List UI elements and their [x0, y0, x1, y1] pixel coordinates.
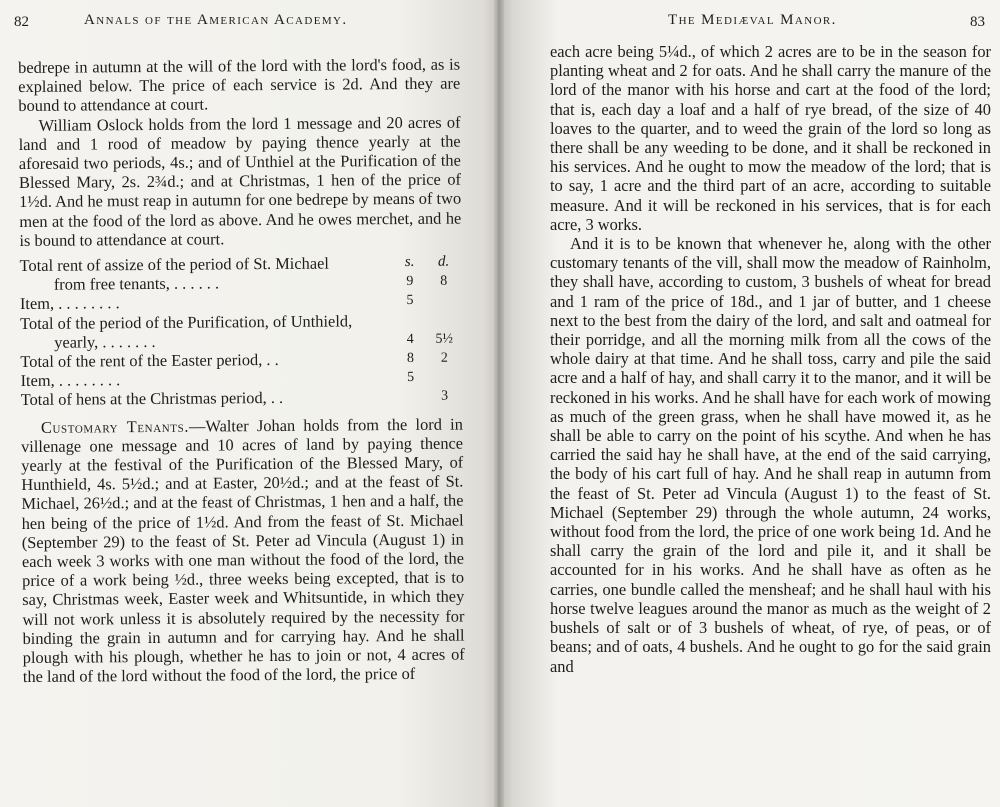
table-cell: 5½ [435, 331, 453, 347]
paragraph: William Oslock holds from the lord 1 message and 20 acres of land and 1 rood of meadow by paying thence yearly at the aforesaid two periods, 4s.; and of Unthiel at the Purification of the Blessed Mary, 2s. 2¾d.; and at Christmas, 1 hen of the price of 1½d. And he must reap in autumn for one bedrepe by means of two men at the food of the lord as above. And he owes merchet, and he is bound to attendance at court. [18, 112, 462, 250]
table-cell: Total rent of assize of the period of St. Michael [19, 253, 329, 276]
table-cell [426, 368, 462, 387]
table-cell: 9 [406, 274, 414, 290]
page-number: 82 [14, 14, 29, 30]
table-cell [426, 291, 462, 310]
table-cell: Item, . . . . . . . . [20, 370, 121, 391]
right-page-body [550, 42, 991, 676]
table-cell: 8 [440, 273, 448, 289]
left-page [0, 0, 498, 807]
table-cell: 3 [441, 389, 449, 405]
page-number: 83 [970, 14, 985, 30]
table-cell [395, 387, 427, 406]
running-head: The Mediæval Manor. [668, 12, 837, 28]
table-cell: Item, . . . . . . . . [19, 293, 120, 314]
right-page [498, 0, 1000, 807]
paragraph: And it is to be known that whenever he, along with the other customary tenants of the vill, shall mow the meadow of Rainholm, they shall have, according to custom, 3 bushels of wheat for bread and 1 ram of the price of 18d., and 1 jar of butter, and 1 cheese next to the best from the dairy of the lord, and salt and oatmeal for their porridge, and all the morning milk from all the cows of the whole dairy at that time. And he shall toss, carry and pile the said acre and a half of hay, and shall carry it to the manor, and it will be reckoned in his works. And he shall have for each work of mowing as much of the green grass, when he shall have mowed it, as he shall be able to carry on the point of his scythe. And when he has carried the said hay he shall have, at the end of the said carrying, the body of his cart full of hay. And he shall reap in autumn from the feast of St. Peter ad Vincula (August 1) to the feast of St. Michael (September 29) through the whole autumn, 24 works, without food from the lord, the price of one work being 1d. And he shall carry the grain of the lord and pile it, and it shall be accounted for in his works. And he shall have as often as he carries, one bundle called the mensheaf; and he shall haul with his horse twelve leagues around the manor as much as the weight of 2 bushels of salt or of 3 bushels of wheat, of rye, of peas, or of beans; and of oats, 4 bushels. And he ought to go for the said grain and [550, 234, 991, 676]
table-cell: 4 [406, 331, 414, 347]
paragraph: Customary Tenants.—Walter Johan holds from the lord in villenage one message and 10 acres of land by paying thence yearly at the festival of the Purification of the Blessed Mary, of Hunthield, 4s. 5½d.; and at Easter, 20½d.; and at the feast of St. Michael, 26½d.; and at the feast of Christmas, 1 hen and a half, the hen being of the price of 1½d. And from the feast of St. Michael (September 29) to the feast of St. Peter ad Vincula (August 1) in each week 3 works with one man without the food of the lord, the price of a work being ½d., three weeks being excepted, that is to say, Christmas week, Easter week and Whitsuntide, in which they will not work unless it is absolutely required by the necessity for binding the grain in autumn and for carrying hay. And he shall plough with his plough, whether he has to join or not, 4 acres of the land of the lord without the food of the lord, the price of [20, 414, 465, 687]
table-cell: from free tenants, . . . . . . [53, 273, 220, 294]
column-header-pence: d. [437, 253, 450, 270]
paragraph: each acre being 5¼d., of which 2 acres are to be in the season for planting wheat and 2 for oats. And he shall carry the manure of the lord of the manor with his horse and cart at the food of the lord; that is, each day a loaf and a half of rye bread, of the size of 40 loaves to the quarter, and to weed the grain of the lord so long as there shall be any weeding to be done, and it shall be reckoned in his services. And he ought to mow the meadow of the lord; that is to say, 1 acre and the third part of an acre, according to suitable measure. And it will be reckoned in his services, that is for each acre, 3 works. [550, 42, 991, 234]
column-header-shillings: s. [404, 253, 415, 270]
running-head: Annals of the American Academy. [84, 12, 348, 28]
table-cell: Total of the period of the Purification, of Unthield, [20, 311, 353, 333]
table-cell: 2 [440, 350, 448, 366]
paragraph: bedrepe in autumn at the will of the lord with the lord's food, as is explained below. The price of each service is 2d. And they are bound to attendance at court. [18, 54, 461, 116]
table-cell: 5 [407, 370, 415, 386]
table-cell: yearly, . . . . . . . [54, 331, 156, 352]
table-cell: 5 [406, 293, 414, 309]
table-cell: Total of hens at the Christmas period, . . [20, 388, 284, 410]
book-gutter [494, 0, 504, 807]
left-page-body [18, 55, 465, 687]
rent-table [20, 253, 463, 410]
table-cell: 8 [406, 350, 414, 367]
table-cell: Total of the rent of the Easter period, . . [20, 350, 279, 372]
table-row [21, 387, 463, 410]
section-heading: Customary Tenants. [40, 416, 190, 437]
